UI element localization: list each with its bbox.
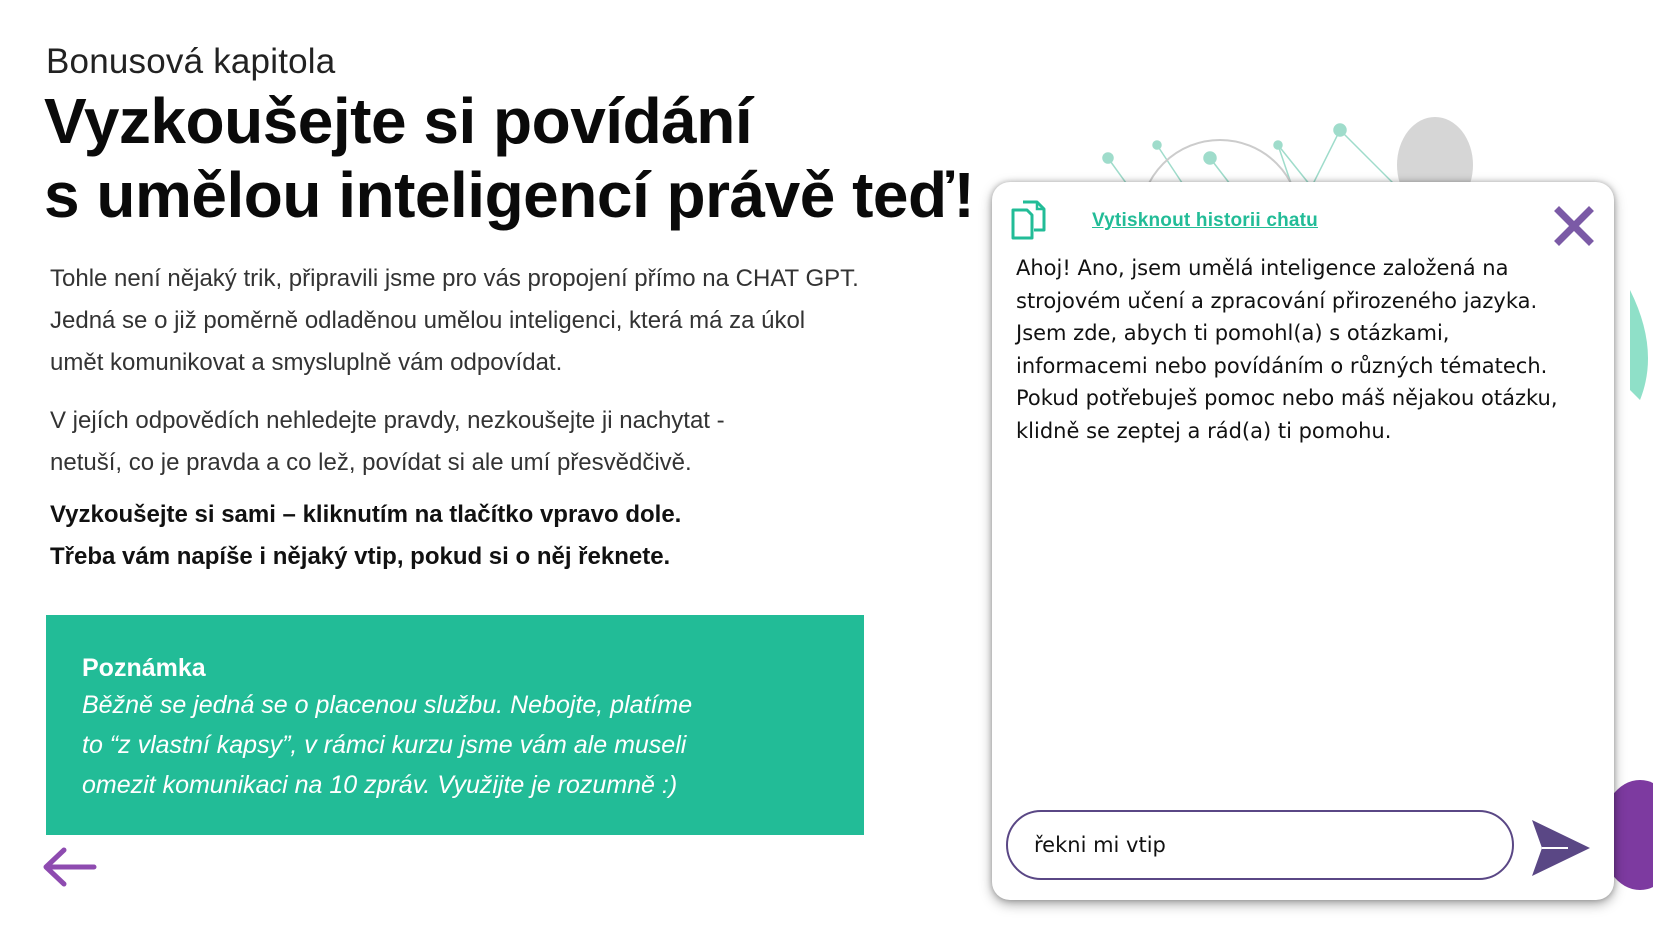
send-icon[interactable]	[1528, 818, 1594, 878]
intro-line-1: Tohle není nějaký trik, připravili jsme pro vás propojení přímo na CHAT GPT.	[50, 265, 859, 292]
copy-documents-icon[interactable]	[1010, 200, 1048, 240]
chat-header	[1010, 200, 1596, 250]
page-title-line-2: s umělou inteligencí právě teď!	[44, 159, 975, 231]
note-title: Poznámka	[82, 654, 206, 682]
chapter-kicker: Bonusová kapitola	[46, 42, 336, 81]
warning-paragraph	[50, 400, 725, 484]
page-title	[44, 84, 974, 232]
chat-message-input[interactable]	[1006, 810, 1514, 880]
intro-line-2: Jedná se o již poměrně odladěnou umělou inteligenci, která má za úkol	[50, 307, 806, 334]
assistant-message: Ahoj! Ano, jsem umělá inteligence založená na strojovém učení a zpracování přirozeného jazyka. Jsem zde, abych ti pomohl(a) s otázkami, informacemi nebo povídáním o různých tématech. Pokud potřebuješ pomoc nebo máš nějakou otázku, klidně se zeptej a rád(a) ti pomohu.	[1016, 256, 1558, 443]
call-to-action-paragraph	[50, 494, 681, 578]
note-box	[46, 615, 864, 835]
page-title-line-1: Vyzkoušejte si povídání	[44, 85, 753, 157]
chat-window	[992, 182, 1614, 900]
close-icon[interactable]	[1554, 206, 1594, 246]
note-line-3: omezit komunikaci na 10 zpráv. Využijte je rozumně :)	[82, 771, 678, 799]
note-line-2: to “z vlastní kapsy”, v rámci kurzu jsme vám ale museli	[82, 731, 687, 759]
print-chat-history-link[interactable]: Vytisknout historii chatu	[1092, 210, 1318, 231]
intro-paragraph	[50, 258, 859, 384]
intro-line-3: umět komunikovat a smysluplně vám odpovídat.	[50, 349, 563, 376]
note-line-1: Běžně se jedná se o placenou službu. Nebojte, platíme	[82, 691, 693, 719]
note-body	[82, 685, 828, 805]
cta-line-2: Třeba vám napíše i nějaký vtip, pokud si o něj řeknete.	[50, 543, 671, 570]
warning-line-2: netuší, co je pravda a co lež, povídat si ale umí přesvědčivě.	[50, 449, 692, 476]
cta-line-1: Vyzkoušejte si sami – kliknutím na tlačítko vpravo dole.	[50, 501, 682, 528]
warning-line-1: V jejích odpovědích nehledejte pravdy, nezkoušejte ji nachytat -	[50, 407, 725, 434]
back-arrow-icon[interactable]	[40, 846, 98, 888]
